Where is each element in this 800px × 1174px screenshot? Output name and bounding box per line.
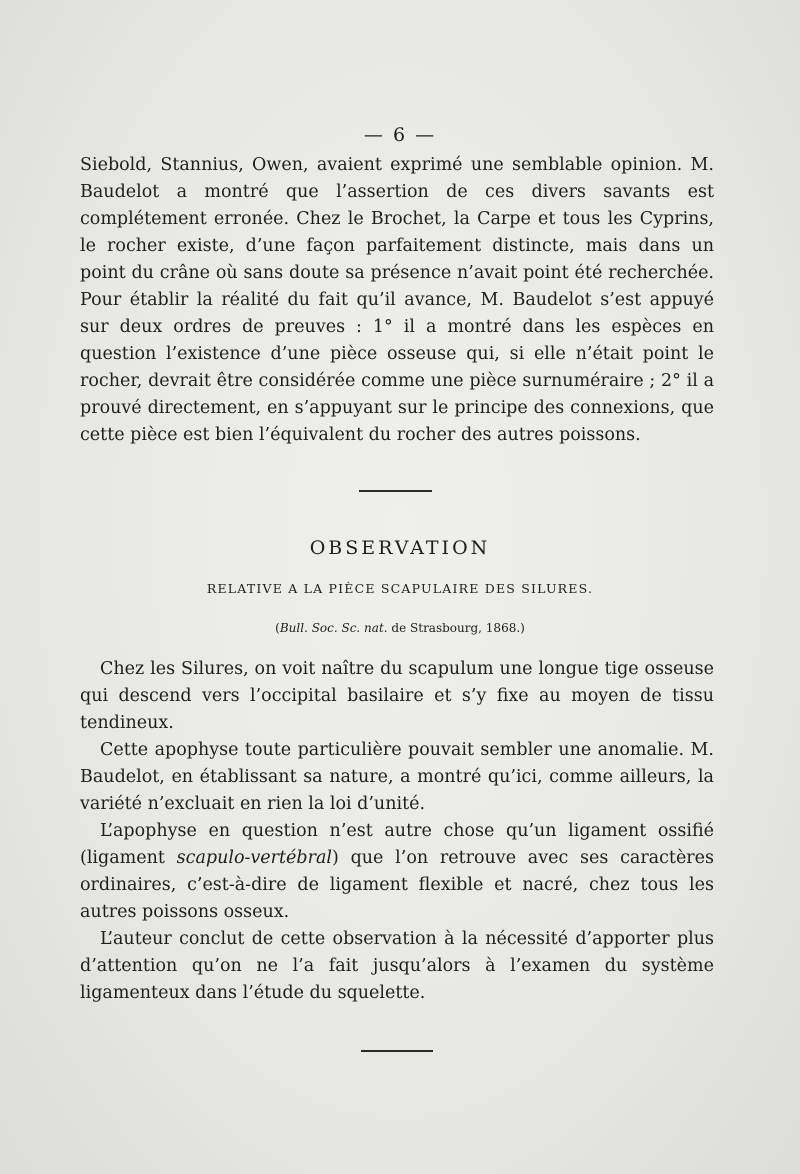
citation-journal: Bull. Soc. Sc. nat.: [279, 621, 388, 635]
ligament-text-after: ) que l’on retrouve avec ses caractères ordinaires, c’est-à-dire de ligament flexible et nacré, chez tous les autres poissons osseux.: [80, 848, 715, 922]
section-citation: (Bull. Soc. Sc. nat. de Strasbourg, 1868.): [275, 621, 525, 635]
ligament-text-before: L’apophyse en question n’est autre chose qu’un ligament ossifié (ligament: [80, 821, 714, 868]
opening-paragraph: Siebold, Stannius, Owen, avaient exprimé une semblable opinion. M. Baudelot a montré que l’assertion de ces divers savants est complétement erronée. Chez le Brochet, la Carpe et tous les Cyprins, le rocher existe, d’une façon parfaitement distincte, mais dans un point du crâne où sans doute sa présence n’avait point été recherchée. Pour établir la réalité du fait qu’il avance, M. Baudelot s’est appuyé sur deux ordres de preuves : 1° il a montré dans les espèces en question l’existence d’une pièce osseuse qui, si elle n’était point le rocher, devrait être considérée comme une pièce surnuméraire ; 2° il a prouvé directement, en s’appuyant sur le principe des connexions, que cette pièce est bien l’équivalent du rocher des autres poissons.: [80, 155, 714, 445]
body-paragraph-3: [80, 818, 714, 926]
section-title: OBSERVATION: [309, 537, 491, 559]
page-number: — 6 —: [363, 124, 437, 146]
body-paragraph-1: Chez les Silures, on voit naître du scapulum une longue tige osseuse qui descend vers l’occipital basilaire et s’y fixe au moyen de tissu tendineux.: [80, 659, 714, 733]
section-subtitle: RELATIVE A LA PIÈCE SCAPULAIRE DES SILURES.: [206, 581, 594, 596]
opening-paragraph-block: [80, 152, 714, 449]
section-divider-top: [359, 490, 432, 492]
citation-place: de Strasbourg, 1868.: [391, 621, 521, 635]
body-paragraph-4: L’auteur conclut de cette observation à la nécessité d’apporter plus d’attention qu’on ne l’a fait jusqu’alors à l’examen du système ligamenteux dans l’étude du squelette.: [80, 929, 714, 1003]
ligament-term: scapulo-vertébral: [176, 848, 333, 868]
section-divider-bottom: [361, 1050, 433, 1052]
observation-body: [80, 656, 714, 1007]
body-paragraph-2: Cette apophyse toute particulière pouvait sembler une anomalie. M. Baudelot, en établissant sa nature, a montré qu’ici, comme ailleurs, la variété n’excluait en rien la loi d’unité.: [80, 740, 714, 814]
